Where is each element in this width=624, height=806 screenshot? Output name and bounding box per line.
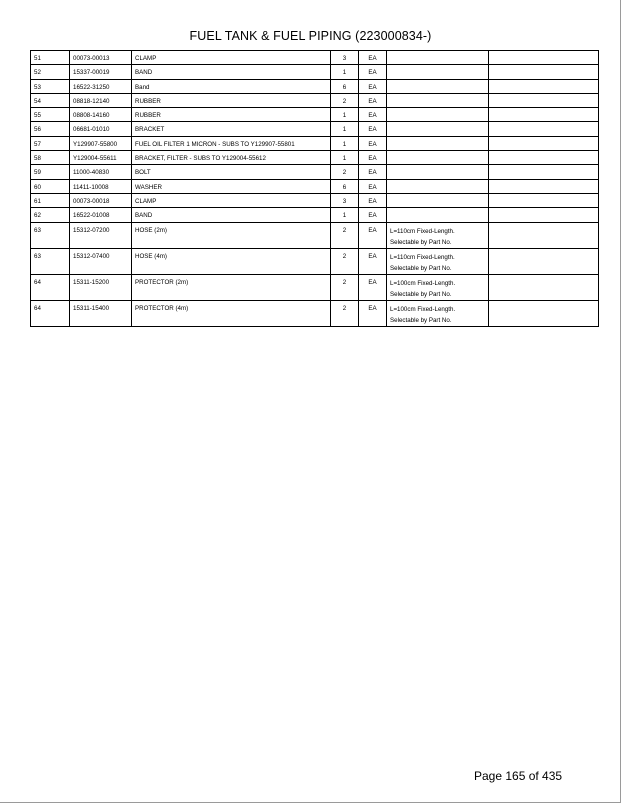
- remarks-cell: [387, 108, 489, 122]
- part-number-cell: Y129004-55611: [70, 151, 132, 165]
- description-cell: Band: [132, 79, 331, 93]
- ref-number-cell: 55: [31, 108, 70, 122]
- quantity-cell: 2: [331, 165, 359, 179]
- remarks-cell: [387, 193, 489, 207]
- remarks-line: Selectable by Part No.: [390, 238, 452, 246]
- extra-cell: [489, 165, 599, 179]
- part-number-cell: 11000-40830: [70, 165, 132, 179]
- extra-cell: [489, 248, 599, 274]
- ref-number-cell: 61: [31, 193, 70, 207]
- extra-cell: [489, 122, 599, 136]
- quantity-cell: 2: [331, 248, 359, 274]
- table-row: [31, 179, 599, 193]
- remarks-cell: [387, 248, 489, 274]
- part-number-cell: 11411-10008: [70, 179, 132, 193]
- description-cell: CLAMP: [132, 51, 331, 65]
- quantity-cell: 1: [331, 136, 359, 150]
- ref-number-cell: 63: [31, 248, 70, 274]
- part-number-cell: 00073-00018: [70, 193, 132, 207]
- extra-cell: [489, 108, 599, 122]
- remarks-cell: [387, 151, 489, 165]
- unit-cell: EA: [359, 222, 387, 248]
- quantity-cell: 3: [331, 193, 359, 207]
- table-row: [31, 300, 599, 326]
- unit-cell: EA: [359, 165, 387, 179]
- extra-cell: [489, 179, 599, 193]
- quantity-cell: 1: [331, 65, 359, 79]
- extra-cell: [489, 136, 599, 150]
- extra-cell: [489, 193, 599, 207]
- part-number-cell: 00073-00013: [70, 51, 132, 65]
- part-number-cell: 16522-01008: [70, 208, 132, 222]
- unit-cell: EA: [359, 122, 387, 136]
- part-number-cell: 15337-00019: [70, 65, 132, 79]
- remarks-cell: [387, 122, 489, 136]
- ref-number-cell: 53: [31, 79, 70, 93]
- description-cell: HOSE (2m): [132, 222, 331, 248]
- remarks-cell: [387, 136, 489, 150]
- ref-number-cell: 56: [31, 122, 70, 136]
- unit-cell: EA: [359, 193, 387, 207]
- unit-cell: EA: [359, 300, 387, 326]
- part-number-cell: 15311-15200: [70, 274, 132, 300]
- unit-cell: EA: [359, 151, 387, 165]
- table-row: [31, 193, 599, 207]
- table-row: [31, 65, 599, 79]
- unit-cell: EA: [359, 79, 387, 93]
- remarks-line: Selectable by Part No.: [390, 316, 452, 324]
- ref-number-cell: 57: [31, 136, 70, 150]
- ref-number-cell: 62: [31, 208, 70, 222]
- table-row: [31, 151, 599, 165]
- unit-cell: EA: [359, 179, 387, 193]
- ref-number-cell: 64: [31, 274, 70, 300]
- remarks-line: L=110cm Fixed-Length.: [390, 227, 455, 235]
- extra-cell: [489, 65, 599, 79]
- remarks-cell: [387, 51, 489, 65]
- quantity-cell: 2: [331, 300, 359, 326]
- table-row: [31, 136, 599, 150]
- quantity-cell: 2: [331, 222, 359, 248]
- table-row: [31, 274, 599, 300]
- quantity-cell: 2: [331, 93, 359, 107]
- table-row: [31, 51, 599, 65]
- ref-number-cell: 54: [31, 93, 70, 107]
- quantity-cell: 6: [331, 179, 359, 193]
- part-number-cell: 15311-15400: [70, 300, 132, 326]
- ref-number-cell: 63: [31, 222, 70, 248]
- extra-cell: [489, 151, 599, 165]
- remarks-cell: [387, 79, 489, 93]
- remarks-cell: [387, 165, 489, 179]
- remarks-line: L=110cm Fixed-Length.: [390, 253, 455, 261]
- unit-cell: EA: [359, 93, 387, 107]
- quantity-cell: 2: [331, 274, 359, 300]
- description-cell: BRACKET: [132, 122, 331, 136]
- remarks-cell: [387, 222, 489, 248]
- extra-cell: [489, 300, 599, 326]
- remarks-line: Selectable by Part No.: [390, 290, 452, 298]
- table-row: [31, 79, 599, 93]
- parts-table-body: [31, 51, 599, 327]
- table-row: [31, 222, 599, 248]
- page-number: Page 165 of 435: [474, 769, 563, 783]
- unit-cell: EA: [359, 248, 387, 274]
- remarks-line: L=100cm Fixed-Length.: [390, 305, 456, 313]
- description-cell: FUEL OIL FILTER 1 MICRON - SUBS TO Y129907-55801: [132, 136, 331, 150]
- description-cell: HOSE (4m): [132, 248, 331, 274]
- remarks-cell: [387, 208, 489, 222]
- unit-cell: EA: [359, 274, 387, 300]
- quantity-cell: 1: [331, 208, 359, 222]
- part-number-cell: 08808-14160: [70, 108, 132, 122]
- extra-cell: [489, 51, 599, 65]
- remarks-line: L=100cm Fixed-Length.: [390, 279, 456, 287]
- unit-cell: EA: [359, 108, 387, 122]
- extra-cell: [489, 79, 599, 93]
- part-number-cell: 08818-12140: [70, 93, 132, 107]
- table-row: [31, 93, 599, 107]
- quantity-cell: 1: [331, 122, 359, 136]
- part-number-cell: Y129907-55800: [70, 136, 132, 150]
- part-number-cell: 06681-01010: [70, 122, 132, 136]
- table-row: [31, 248, 599, 274]
- unit-cell: EA: [359, 136, 387, 150]
- part-number-cell: 15312-07200: [70, 222, 132, 248]
- unit-cell: EA: [359, 208, 387, 222]
- quantity-cell: 1: [331, 108, 359, 122]
- page-title: FUEL TANK & FUEL PIPING (223000834-): [189, 29, 432, 43]
- ref-number-cell: 52: [31, 65, 70, 79]
- part-number-cell: 15312-07400: [70, 248, 132, 274]
- quantity-cell: 3: [331, 51, 359, 65]
- remarks-cell: [387, 93, 489, 107]
- ref-number-cell: 51: [31, 51, 70, 65]
- description-cell: WASHER: [132, 179, 331, 193]
- quantity-cell: 1: [331, 151, 359, 165]
- parts-table: [30, 50, 599, 327]
- part-number-cell: 16522-31250: [70, 79, 132, 93]
- description-cell: BAND: [132, 65, 331, 79]
- ref-number-cell: 58: [31, 151, 70, 165]
- description-cell: RUBBER: [132, 93, 331, 107]
- table-row: [31, 122, 599, 136]
- extra-cell: [489, 208, 599, 222]
- quantity-cell: 6: [331, 79, 359, 93]
- extra-cell: [489, 93, 599, 107]
- extra-cell: [489, 274, 599, 300]
- description-cell: BOLT: [132, 165, 331, 179]
- description-cell: PROTECTOR (4m): [132, 300, 331, 326]
- remarks-cell: [387, 65, 489, 79]
- table-row: [31, 208, 599, 222]
- remarks-line: Selectable by Part No.: [390, 264, 452, 272]
- description-cell: BAND: [132, 208, 331, 222]
- remarks-cell: [387, 274, 489, 300]
- ref-number-cell: 59: [31, 165, 70, 179]
- description-cell: BRACKET, FILTER - SUBS TO Y129004-55612: [132, 151, 331, 165]
- ref-number-cell: 64: [31, 300, 70, 326]
- description-cell: PROTECTOR (2m): [132, 274, 331, 300]
- remarks-cell: [387, 300, 489, 326]
- ref-number-cell: 60: [31, 179, 70, 193]
- unit-cell: EA: [359, 65, 387, 79]
- extra-cell: [489, 222, 599, 248]
- description-cell: CLAMP: [132, 193, 331, 207]
- table-row: [31, 165, 599, 179]
- table-row: [31, 108, 599, 122]
- remarks-cell: [387, 179, 489, 193]
- unit-cell: EA: [359, 51, 387, 65]
- description-cell: RUBBER: [132, 108, 331, 122]
